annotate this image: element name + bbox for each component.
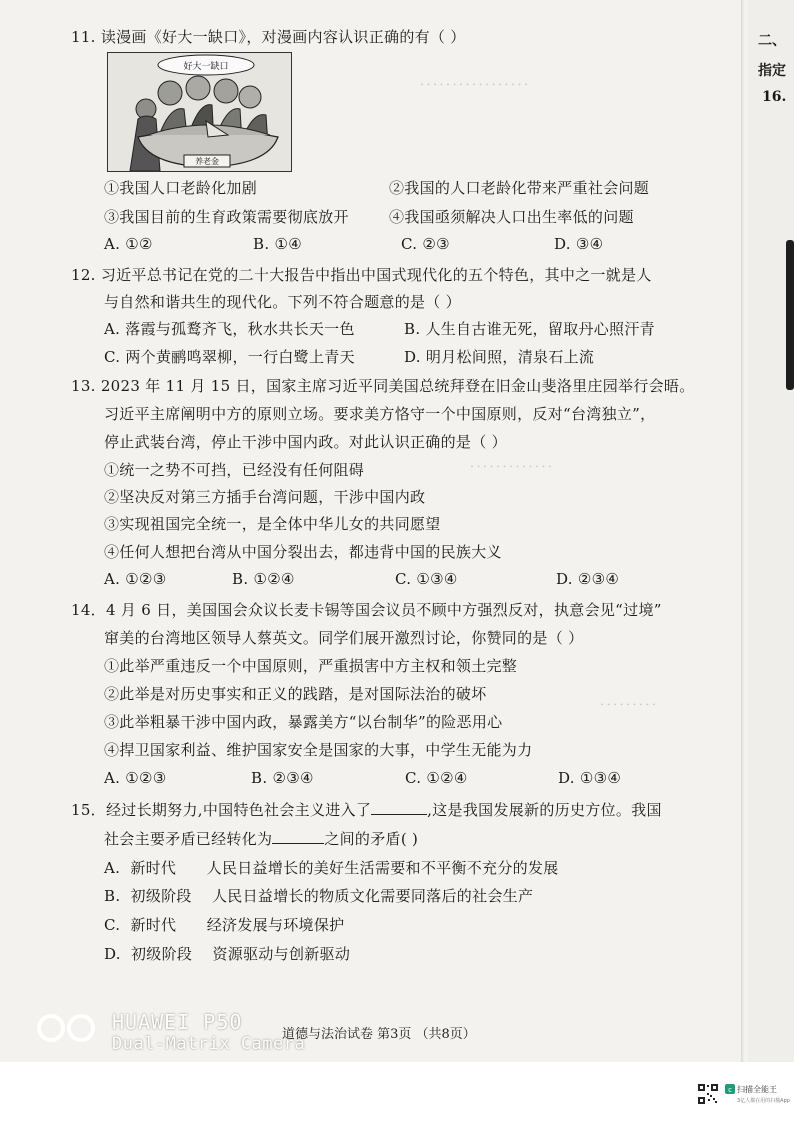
q15-blank-1 [371,800,427,815]
q11-statement-2: ②我国的人口老龄化带来严重社会问题 [389,179,650,197]
q13-stem-line3: 停止武装台湾，停止干涉中国内政。对此认识正确的是（ ） [104,433,507,451]
scanner-app-label: 扫描全能王 [737,1085,777,1094]
q15-stem-part2: ,这是我国发展新的历史方位。我国 [427,801,662,819]
q11-statement-1: ①我国人口老龄化加剧 [104,179,258,197]
q15-choice-b: B. 初级阶段 人民日益增长的物质文化需要同落后的社会生产 [104,887,534,905]
bleed-through-text: ．．．．．．．．．．．．．．．．． [420,74,538,89]
q11-choice-c: C. ②③ [401,235,450,253]
camera-watermark-icon [34,1010,104,1050]
q14-choice-c: C. ①②④ [405,769,468,787]
q13-choice-b: B. ①②④ [232,570,295,588]
scanner-app-logo-icon [725,1084,735,1094]
q11-stem: 11. 读漫画《好大一缺口》，对漫画内容认识正确的有（ ） [71,28,466,46]
q11-statement-3: ③我国目前的生育政策需要彻底放开 [104,208,349,226]
next-page-strip [748,0,794,1062]
q13-choice-d: D. ②③④ [556,570,620,588]
q15-stem-part4: 之间的矛盾( ) [324,830,419,848]
q13-statement-4: ④任何人想把台湾从中国分裂出去，都违背中国的民族大义 [104,543,502,561]
q12-choice-b: B. 人生自古谁无死，留取丹心照汗青 [404,320,655,338]
svg-text:c: c [728,1086,732,1094]
next-page-question-number: 16. [762,89,787,105]
q12-stem-line2: 与自然和谐共生的现代化。下列不符合题意的是（ ） [104,293,461,311]
q13-choice-a: A. ①②③ [104,570,167,588]
q15-choice-c: C. 新时代 经济发展与环境保护 [104,916,345,934]
q15-stem-part3: 社会主要矛盾已经转化为 [104,830,273,848]
scanner-app-slogan: 3亿人都在用的扫描App [737,1098,790,1104]
cartoon-bowl-label: 养老金 [195,157,219,166]
q12-choice-d: D. 明月松间照，清泉石上流 [404,348,595,366]
q13-choice-c: C. ①③④ [395,570,458,588]
q13-statement-2: ②坚决反对第三方插手台湾问题，干涉中国内政 [104,488,426,506]
cartoon-banner-text: 好大一缺口 [183,62,229,72]
q13-statement-3: ③实现祖国完全统一，是全体中华儿女的共同愿望 [104,515,441,533]
q15-stem-line1 [71,799,662,820]
q15-blank-2 [272,829,324,844]
q15-stem-part1: 15．经过长期努力,中国特色社会主义进入了 [71,801,372,819]
q11-choice-b: B. ①④ [253,235,302,253]
page-footer: 道德与法治试卷 第3页 （共8页） [282,1027,476,1042]
q14-statement-3: ③此举粗暴干涉中国内政，暴露美方“以台制华”的险恶用心 [104,713,503,731]
cartoon-drawing [108,53,291,171]
q12-stem-line1: 12. 习近平总书记在党的二十大报告中指出中国式现代化的五个特色，其中之一就是人 [71,266,652,284]
bleed-through-text: ．．．．．．．．． [600,694,666,709]
q12-choice-c: C. 两个黄鹂鸣翠柳，一行白鹭上青天 [104,348,355,366]
q11-choice-d: D. ③④ [554,235,604,253]
q15-choice-d: D. 初级阶段 资源驱动与创新驱动 [104,945,351,963]
camera-watermark-subtitle: Dual-Matrix Camera [112,1034,306,1054]
binding-tab [786,240,794,390]
q14-choice-b: B. ②③④ [251,769,314,787]
qr-code-icon [697,1083,719,1105]
q14-statement-4: ④捍卫国家利益、维护国家安全是国家的大事，中学生无能为力 [104,741,533,759]
page-fold [741,0,744,1062]
next-page-instruction: 指定 [758,63,786,79]
q11-choice-a: A. ①② [104,235,153,253]
q13-stem-line2: 习近平主席阐明中方的原则立场。要求美方恪守一个中国原则，反对“台湾独立”， [104,405,656,423]
q14-statement-2: ②此举是对历史事实和正义的践踏，是对国际法治的破坏 [104,685,487,703]
q15-choice-a: A. 新时代 人民日益增长的美好生活需要和不平衡不充分的发展 [104,859,559,877]
camera-watermark-model: HUAWEI P50 [112,1010,243,1034]
q14-choice-d: D. ①③④ [558,769,622,787]
q12-choice-a: A. 落霞与孤鹜齐飞，秋水共长天一色 [104,320,355,338]
q14-stem-line1: 14．4 月 6 日，美国国会众议长麦卡锡等国会议员不顾中方强烈反对，执意会见“过境” [71,601,662,619]
bleed-through-text: ．．．．．．．．．．．．． [470,456,562,471]
q14-stem-line2: 窜美的台湾地区领导人蔡英文。同学们展开激烈讨论，你赞同的是（ ） [104,629,584,647]
q13-stem-line1: 13. 2023 年 11 月 15 日，国家主席习近平同美国总统拜登在旧金山斐洛里庄园举行会晤。 [71,377,695,395]
q14-choice-a: A. ①②③ [104,769,167,787]
q14-statement-1: ①此举严重违反一个中国原则，严重损害中方主权和领土完整 [104,657,518,675]
cartoon-image [107,52,292,172]
q15-stem-line2 [104,828,418,849]
next-page-section-heading: 二、 [758,33,786,49]
q11-statement-4: ④我国亟须解决人口出生率低的问题 [389,208,634,226]
q13-statement-1: ①统一之势不可挡，已经没有任何阻碍 [104,461,365,479]
